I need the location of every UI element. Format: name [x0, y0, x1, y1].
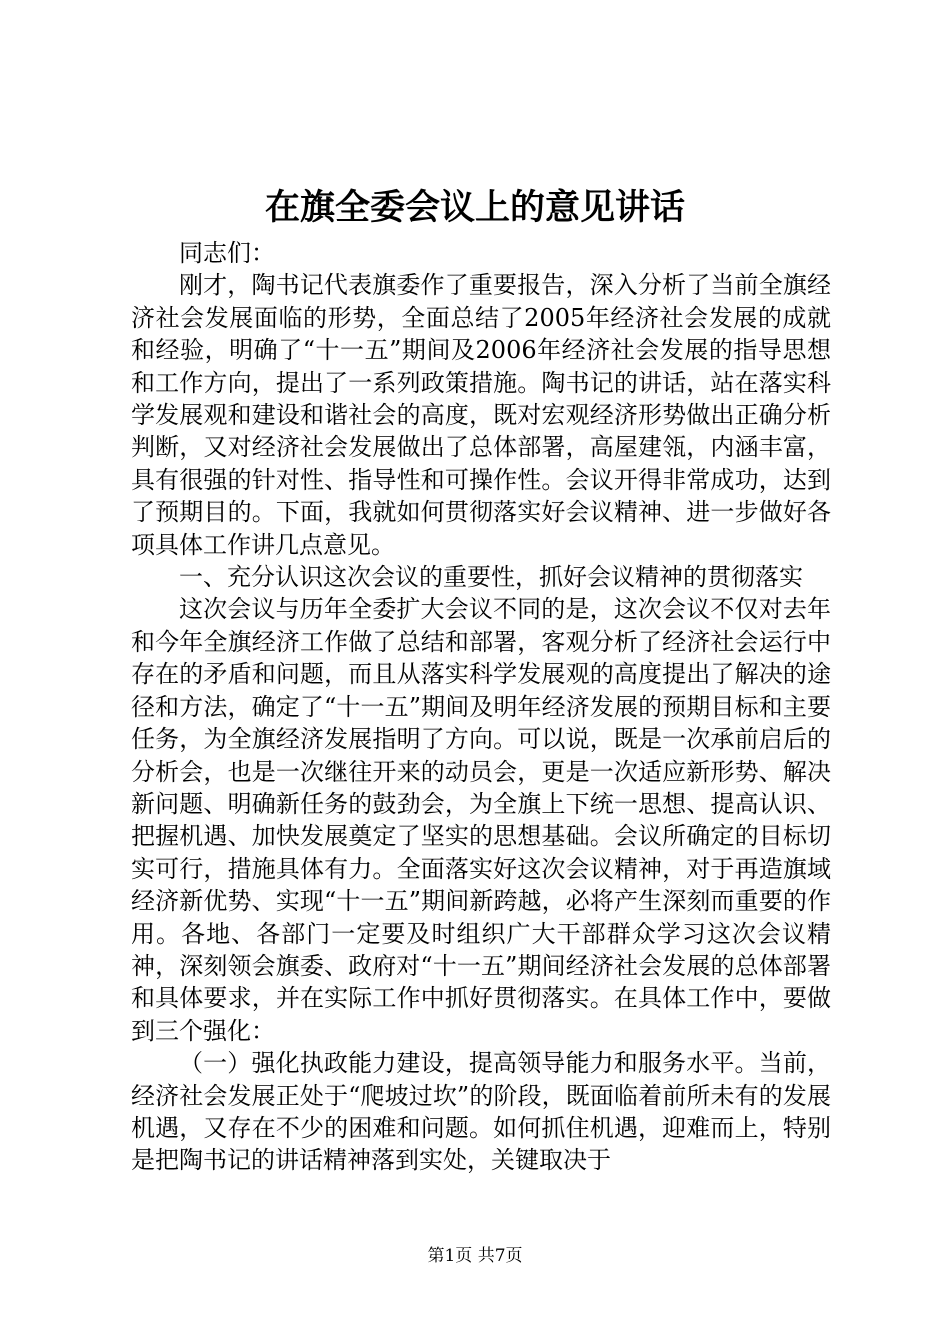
page-footer: 第1页 共7页 — [427, 1246, 523, 1266]
document-body — [131, 237, 831, 1177]
body-paragraph: （一）强化执政能力建设，提高领导能力和服务水平。当前，经济社会发展正处于“爬坡过坎”的阶段，既面临着前所未有的发展机遇，又存在不少的困难和问题。如何抓住机遇，迎难而上，特别是把陶书记的讲话精神落到实处，关键取决于 — [131, 1049, 831, 1175]
body-paragraph: 刚才，陶书记代表旗委作了重要报告，深入分析了当前全旗经济社会发展面临的形势，全面总结了2005年经济社会发展的成就和经验，明确了“十一五”期间及2006年经济社会发展的指导思想和工作方向，提出了一系列政策措施。陶书记的讲话，站在落实科学发展观和建设和谐社会的高度，既对宏观经济形势做出正确分析判断，又对经济社会发展做出了总体部署，高屋建瓴，内涵丰富，具有很强的针对性、指导性和可操作性。会议开得非常成功，达到了预期目的。下面，我就如何贯彻落实好会议精神、进一步做好各项具体工作讲几点意见。 — [131, 271, 831, 559]
salutation-paragraph: 同志们： — [179, 239, 275, 267]
section-heading: 一、充分认识这次会议的重要性，抓好会议精神的贯彻落实 — [179, 563, 803, 592]
document-title: 在旗全委会议上的意见讲话 — [264, 187, 685, 228]
body-paragraph: 这次会议与历年全委扩大会议不同的是，这次会议不仅对去年和今年全旗经济工作做了总结和部署，客观分析了经济社会运行中存在的矛盾和问题，而且从落实科学发展观的高度提出了解决的途径和方法，确定了“十一五”期间及明年经济发展的预期目标和主要任务，为全旗经济发展指明了方向。可以说，既是一次承前启后的分析会，也是一次继往开来的动员会，更是一次适应新形势、解决新问题、明确新任务的鼓劲会，为全旗上下统一思想、提高认识、把握机遇、加快发展奠定了坚实的思想基础。会议所确定的目标切实可行，措施具体有力。全面落实好这次会议精神，对于再造旗域经济新优势、实现“十一五”期间新跨越，必将产生深刻而重要的作用。各地、各部门一定要及时组织广大干部群众学习这次会议精神，深刻领会旗委、政府对“十一五”期间经济社会发展的总体部署和具体要求，并在实际工作中抓好贯彻落实。在具体工作中，要做到三个强化： — [131, 595, 831, 1045]
